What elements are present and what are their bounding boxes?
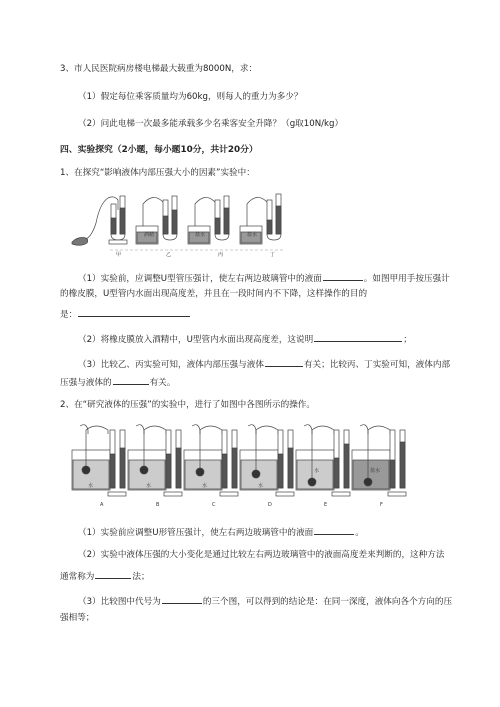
fig-label-ding: 丁 bbox=[270, 252, 276, 258]
setup-e bbox=[296, 425, 350, 496]
answer-blank[interactable] bbox=[314, 332, 402, 342]
liquid-label-d: 水 bbox=[258, 483, 264, 489]
p1-q1-line2: 的橡皮膜，U型管内水面出现高度差，并且在一段时间内不下降，这样操作的目的 bbox=[60, 289, 368, 299]
fig-label-a: A bbox=[100, 502, 104, 508]
p1-stem: 1、在探究“影响液体内部压强大小的因素”实验中： bbox=[60, 168, 255, 178]
p1-q1-line1: （1）实验前，应调整U型管压强计，使左右两边玻璃管中的液面 。如图甲用手按压强计 bbox=[78, 271, 450, 285]
setup-f bbox=[352, 425, 406, 496]
answer-blank[interactable] bbox=[162, 594, 202, 604]
fig-label-yi: 乙 bbox=[166, 252, 172, 258]
liquid-label-yi: 酒精 bbox=[144, 232, 155, 238]
fig-label-c: C bbox=[212, 502, 216, 508]
fig-label-d: D bbox=[268, 502, 272, 508]
figure-1-pressure-gauges bbox=[70, 190, 300, 258]
liquid-label-ding: 盐水 bbox=[247, 232, 258, 238]
q3-sub2: （2）问此电梯一次最多能承载多少名乘客安全升降？（g取10N/kg） bbox=[78, 119, 344, 129]
setup-a bbox=[72, 425, 126, 496]
fig-label-jia: 甲 bbox=[116, 252, 122, 258]
p1-q3-line1: （3）比较乙、丙实验可知，液体内部压强与液体 有关；比较丙、丁实验可知，液体内部 bbox=[78, 357, 450, 371]
fig-label-bing: 丙 bbox=[218, 252, 224, 258]
p1-q1-line3: 是： bbox=[60, 307, 191, 321]
liquid-label-bing: 盐水 bbox=[195, 232, 206, 238]
p2-q3-line1: （3）比较图中代号为 的三个图，可以得到的结论是：在同一深度，液体向各个方向的压 bbox=[78, 594, 452, 608]
answer-blank[interactable] bbox=[78, 307, 190, 317]
fig-label-f: F bbox=[380, 502, 383, 508]
answer-blank[interactable] bbox=[113, 375, 149, 385]
figure-2-liquid-pressure bbox=[70, 420, 410, 510]
setup-b bbox=[128, 425, 182, 496]
section-title: 四、实验探究（2小题，每小题10分，共计20分） bbox=[60, 145, 258, 155]
liquid-label-c: 水 bbox=[202, 483, 208, 489]
p2-stem: 2、在“研究液体的压强”的实验中，进行了如图中各图所示的操作。 bbox=[60, 400, 315, 410]
q3-stem: 3、市人民医院病房楼电梯最大载重为8000N，求： bbox=[60, 64, 258, 74]
liquid-label-a: 水 bbox=[88, 483, 94, 489]
answer-blank[interactable] bbox=[95, 569, 131, 579]
q3-sub1: （1）假定每位乘客质量均为60kg，则每人的重力为多少？ bbox=[78, 92, 303, 102]
answer-blank[interactable] bbox=[323, 271, 363, 281]
p2-q1: （1）实验前应调整U形管压强计，使左右两边玻璃管中的液面 。 bbox=[78, 525, 364, 539]
p2-q2-line2: 通常称为 法； bbox=[60, 569, 150, 583]
p1-q3-line2: 压强与液体的 有关。 bbox=[60, 375, 175, 389]
liquid-label-e: 水 bbox=[314, 468, 320, 474]
answer-blank[interactable] bbox=[314, 525, 354, 535]
liquid-label-b: 水 bbox=[146, 483, 152, 489]
setup-d bbox=[240, 425, 294, 496]
fig-label-e: E bbox=[324, 502, 328, 508]
setup-c bbox=[184, 425, 238, 496]
p2-q3-line2: 强相等； bbox=[60, 613, 95, 623]
p1-q2: （2）将橡皮膜放入酒精中，U型管内水面出现高度差，这说明 ； bbox=[78, 332, 412, 346]
fig-label-b: B bbox=[156, 502, 160, 508]
p2-q2-line1: （2）实验中液体压强的大小变化是通过比较左右两边玻璃管中的液面高度差来判断的，这种方法 bbox=[78, 550, 445, 560]
liquid-label-f: 盐水 bbox=[370, 468, 381, 474]
answer-blank[interactable] bbox=[265, 357, 303, 367]
gauge-yi bbox=[136, 196, 177, 244]
